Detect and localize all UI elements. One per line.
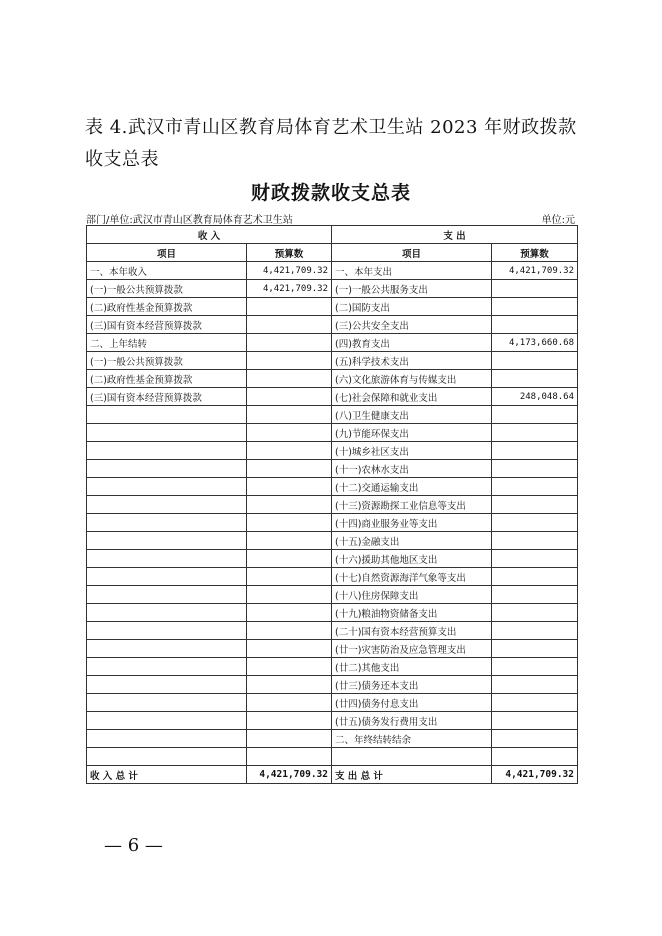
income-item-cell: 二、上年结转 xyxy=(87,334,247,352)
expense-item-cell: (廿三)债务还本支出 xyxy=(332,676,492,694)
table-row xyxy=(87,478,578,496)
income-item-cell xyxy=(87,712,247,730)
income-value-cell xyxy=(247,622,332,640)
expense-item-cell: (十三)资源勘探工业信息等支出 xyxy=(332,496,492,514)
income-value-cell xyxy=(247,334,332,352)
table-row xyxy=(87,604,578,622)
expense-item-cell: (廿五)债务发行费用支出 xyxy=(332,712,492,730)
expense-item-cell: (十五)金融支出 xyxy=(332,532,492,550)
table-title: 财政拨款收支总表 xyxy=(250,182,411,204)
income-value-cell xyxy=(247,748,332,766)
income-value-cell xyxy=(247,370,332,388)
income-value-cell xyxy=(247,316,332,334)
table-row xyxy=(87,658,578,676)
income-value-cell xyxy=(247,478,332,496)
income-value-cell xyxy=(247,496,332,514)
page-number: — 6 — xyxy=(104,835,163,856)
expense-budget-header: 预算数 xyxy=(492,244,578,262)
income-item-cell xyxy=(87,514,247,532)
table-row xyxy=(87,316,578,334)
expense-item-cell: (十一)农林水支出 xyxy=(332,460,492,478)
income-value-cell xyxy=(247,550,332,568)
income-budget-header: 预算数 xyxy=(247,244,332,262)
income-item-cell: (二)政府性基金预算拨款 xyxy=(87,298,247,316)
income-value-cell: 4,421,709.32 xyxy=(247,280,332,298)
expense-item-cell xyxy=(332,748,492,766)
income-item-cell xyxy=(87,478,247,496)
expense-value-cell xyxy=(492,442,578,460)
income-item-cell xyxy=(87,748,247,766)
table-row xyxy=(87,748,578,766)
document-title: 表 4.武汉市青山区教育局体育艺术卫生站 2023 年财政拨款收支总表 xyxy=(85,117,577,170)
table-row xyxy=(87,334,578,352)
expense-item-cell: 一、本年支出 xyxy=(332,262,492,280)
income-total-value: 4,421,709.32 xyxy=(247,766,332,784)
income-value-cell xyxy=(247,604,332,622)
income-item-cell: (二)政府性基金预算拨款 xyxy=(87,370,247,388)
income-item-cell: (一)一般公共预算拨款 xyxy=(87,352,247,370)
income-item-cell xyxy=(87,676,247,694)
expense-value-cell xyxy=(492,748,578,766)
table-row xyxy=(87,568,578,586)
income-header: 收 入 xyxy=(87,226,332,244)
expense-item-cell: (廿一)灾害防治及应急管理支出 xyxy=(332,640,492,658)
income-value-cell xyxy=(247,676,332,694)
table-row xyxy=(87,460,578,478)
expense-value-cell xyxy=(492,604,578,622)
expense-value-cell xyxy=(492,478,578,496)
expense-total-label: 支 出 总 计 xyxy=(332,766,492,784)
income-value-cell xyxy=(247,388,332,406)
table-row xyxy=(87,262,578,280)
table-row xyxy=(87,586,578,604)
expense-value-cell: 4,421,709.32 xyxy=(492,262,578,280)
department-label: 部门/单位:武汉市青山区教育局体育艺术卫生站 xyxy=(86,215,293,226)
table-row xyxy=(87,496,578,514)
income-item-cell xyxy=(87,406,247,424)
income-item-cell xyxy=(87,586,247,604)
expense-value-cell xyxy=(492,298,578,316)
table-row xyxy=(87,442,578,460)
table-row xyxy=(87,532,578,550)
expense-item-cell: (二)国防支出 xyxy=(332,298,492,316)
expense-value-cell: 248,048.64 xyxy=(492,388,578,406)
table-row xyxy=(87,730,578,748)
table-row xyxy=(87,550,578,568)
column-header-row xyxy=(87,244,578,262)
expense-value-cell xyxy=(492,352,578,370)
expense-item-cell: (十二)交通运输支出 xyxy=(332,478,492,496)
expense-value-cell xyxy=(492,316,578,334)
expense-item-cell: (六)文化旅游体育与传媒支出 xyxy=(332,370,492,388)
income-total-label: 收 入 总 计 xyxy=(87,766,247,784)
table-row xyxy=(87,640,578,658)
expense-item-cell: (十)城乡社区支出 xyxy=(332,442,492,460)
income-value-cell xyxy=(247,298,332,316)
expense-value-cell xyxy=(492,676,578,694)
income-item-cell xyxy=(87,568,247,586)
expense-value-cell xyxy=(492,460,578,478)
income-item-cell xyxy=(87,730,247,748)
income-item-cell xyxy=(87,424,247,442)
expense-item-cell: (三)公共安全支出 xyxy=(332,316,492,334)
section-header-row xyxy=(87,226,578,244)
income-value-cell xyxy=(247,568,332,586)
table-row xyxy=(87,298,578,316)
income-item-cell: 一、本年收入 xyxy=(87,262,247,280)
income-item-cell xyxy=(87,658,247,676)
income-item-cell xyxy=(87,604,247,622)
income-item-header: 项目 xyxy=(87,244,247,262)
expense-value-cell xyxy=(492,568,578,586)
expense-item-cell: 二、年终结转结余 xyxy=(332,730,492,748)
expense-value-cell xyxy=(492,640,578,658)
income-value-cell xyxy=(247,640,332,658)
income-item-cell: (三)国有资本经营预算拨款 xyxy=(87,388,247,406)
expense-item-cell: (一)一般公共服务支出 xyxy=(332,280,492,298)
income-item-cell xyxy=(87,460,247,478)
income-value-cell xyxy=(247,532,332,550)
expense-item-cell: (十七)自然资源海洋气象等支出 xyxy=(332,568,492,586)
expense-value-cell xyxy=(492,370,578,388)
table-row xyxy=(87,712,578,730)
expense-value-cell xyxy=(492,658,578,676)
expense-value-cell xyxy=(492,532,578,550)
income-value-cell xyxy=(247,712,332,730)
expense-value-cell xyxy=(492,694,578,712)
expense-item-cell: (九)节能环保支出 xyxy=(332,424,492,442)
table-row xyxy=(87,280,578,298)
income-item-cell xyxy=(87,640,247,658)
income-item-cell xyxy=(87,442,247,460)
table-row xyxy=(87,424,578,442)
expense-item-cell: (十九)粮油物资储备支出 xyxy=(332,604,492,622)
expense-value-cell xyxy=(492,712,578,730)
expense-value-cell xyxy=(492,424,578,442)
expense-item-cell: (七)社会保障和就业支出 xyxy=(332,388,492,406)
expense-item-header: 项目 xyxy=(332,244,492,262)
expense-item-cell: (二十)国有资本经营预算支出 xyxy=(332,622,492,640)
expense-value-cell xyxy=(492,586,578,604)
table-row xyxy=(87,406,578,424)
income-value-cell xyxy=(247,406,332,424)
income-item-cell xyxy=(87,694,247,712)
expense-item-cell: (十八)住房保障支出 xyxy=(332,586,492,604)
income-item-cell: (三)国有资本经营预算拨款 xyxy=(87,316,247,334)
table-row xyxy=(87,694,578,712)
expense-item-cell: (五)科学技术支出 xyxy=(332,352,492,370)
income-value-cell xyxy=(247,460,332,478)
table-row xyxy=(87,622,578,640)
table-row xyxy=(87,514,578,532)
income-value-cell xyxy=(247,730,332,748)
expense-value-cell xyxy=(492,496,578,514)
expense-header: 支 出 xyxy=(332,226,578,244)
income-value-cell: 4,421,709.32 xyxy=(247,262,332,280)
income-item-cell: (一)一般公共预算拨款 xyxy=(87,280,247,298)
table-row xyxy=(87,352,578,370)
expense-item-cell: (四)教育支出 xyxy=(332,334,492,352)
income-value-cell xyxy=(247,694,332,712)
income-item-cell xyxy=(87,532,247,550)
budget-table xyxy=(86,225,578,784)
income-item-cell xyxy=(87,550,247,568)
expense-total-value: 4,421,709.32 xyxy=(492,766,578,784)
income-value-cell xyxy=(247,424,332,442)
total-row xyxy=(87,766,578,784)
expense-item-cell: (八)卫生健康支出 xyxy=(332,406,492,424)
income-value-cell xyxy=(247,658,332,676)
income-value-cell xyxy=(247,514,332,532)
expense-value-cell: 4,173,660.68 xyxy=(492,334,578,352)
expense-value-cell xyxy=(492,550,578,568)
expense-value-cell xyxy=(492,730,578,748)
income-value-cell xyxy=(247,442,332,460)
unit-label: 单位:元 xyxy=(541,215,575,226)
income-item-cell xyxy=(87,622,247,640)
expense-item-cell: (十四)商业服务业等支出 xyxy=(332,514,492,532)
table-row xyxy=(87,676,578,694)
expense-item-cell: (十六)援助其他地区支出 xyxy=(332,550,492,568)
expense-item-cell: (廿四)债务付息支出 xyxy=(332,694,492,712)
expense-value-cell xyxy=(492,406,578,424)
income-value-cell xyxy=(247,352,332,370)
expense-value-cell xyxy=(492,280,578,298)
table-row xyxy=(87,388,578,406)
expense-value-cell xyxy=(492,514,578,532)
income-item-cell xyxy=(87,496,247,514)
table-row xyxy=(87,370,578,388)
income-value-cell xyxy=(247,586,332,604)
expense-value-cell xyxy=(492,622,578,640)
expense-item-cell: (廿二)其他支出 xyxy=(332,658,492,676)
